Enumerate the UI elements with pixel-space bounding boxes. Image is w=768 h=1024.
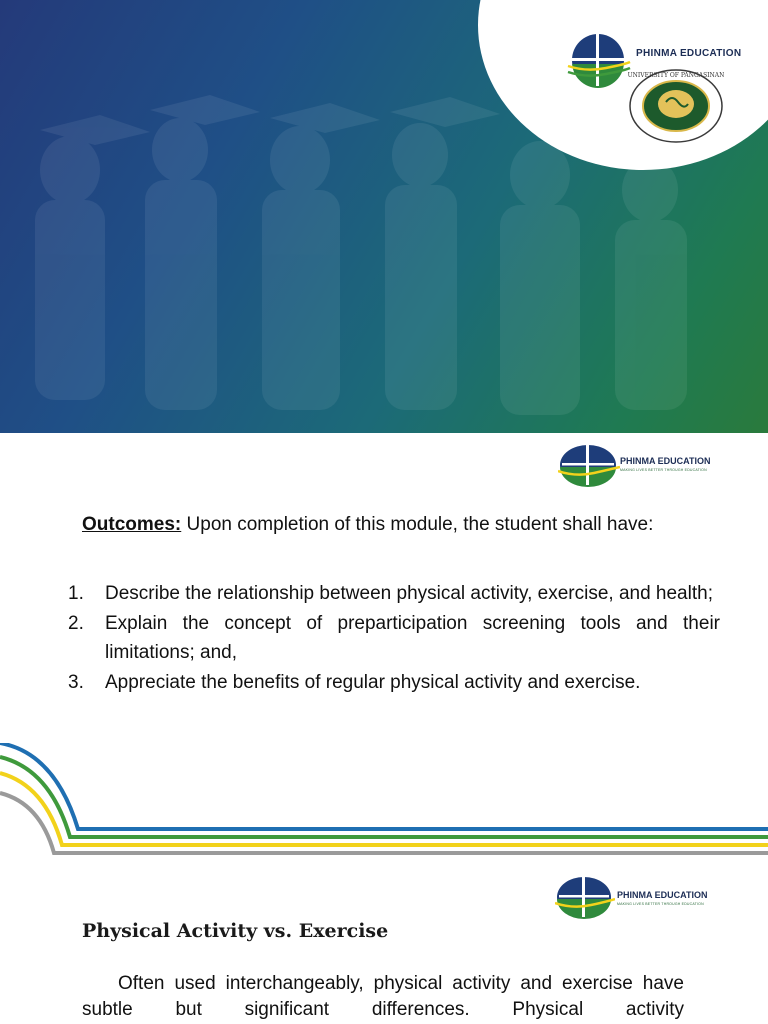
physical-activity-slide: [0, 863, 768, 1024]
outcomes-list: [68, 579, 720, 698]
brand-name: PHINMA EDUCATION: [620, 456, 711, 466]
brand-tagline: MAKING LIVES BETTER THROUGH EDUCATION: [620, 468, 707, 472]
brand-name: PHINMA EDUCATION: [617, 890, 708, 900]
outcomes-intro: Outcomes: Upon completion of this module, the student shall have:: [82, 514, 654, 535]
list-item: 1. Describe the relationship between physical activity, exercise, and health;: [68, 583, 713, 604]
body-paragraph: Often used interchangeably, physical activity and exercise have subtle but significant differences. Physical activity: [82, 973, 684, 1020]
title-slide-banner: [0, 0, 768, 433]
phinma-logo-icon: [558, 443, 620, 489]
section-heading: Physical Activity vs. Exercise: [82, 920, 389, 942]
phinma-logo-icon: [566, 32, 632, 88]
brand-name: PHINMA EDUCATION: [636, 48, 742, 59]
university-seal-icon: [628, 68, 724, 144]
list-item: 3. Appreciate the benefits of regular physical activity and exercise.: [68, 672, 641, 693]
seal-ring-text: UNIVERSITY OF PANGASINAN: [628, 72, 724, 79]
list-item: 2. Explain the concept of preparticipation screening tools and their limitations; and,: [68, 613, 720, 663]
phinma-logo-icon: [555, 875, 615, 921]
decorative-swoosh: [0, 743, 768, 863]
brand-tagline: MAKING LIVES BETTER THROUGH EDUCATION: [617, 902, 704, 906]
outcomes-slide: [0, 433, 768, 863]
outcomes-label: Outcomes:: [82, 514, 182, 535]
